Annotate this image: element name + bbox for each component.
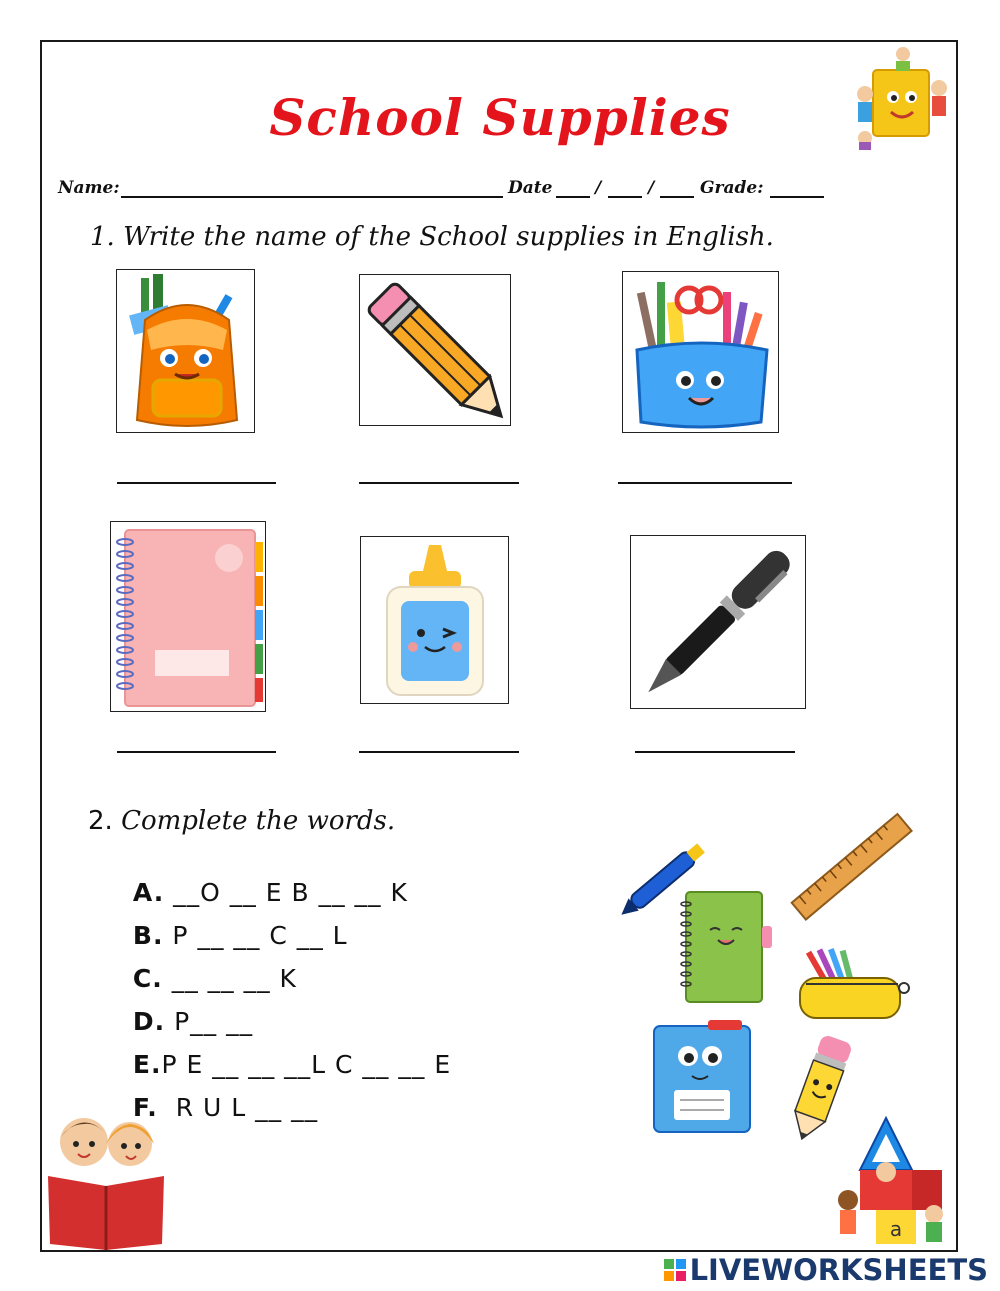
date-separator: / [648,178,655,198]
word-pattern: P__ __ [165,1007,254,1036]
image-box-notebook [110,521,266,712]
word-pattern: R U L __ __ [157,1093,319,1122]
date-day-field[interactable] [556,196,590,198]
pencil-case-icon [623,272,779,433]
item-letter: F. [132,1093,158,1122]
date-year-field[interactable] [660,196,694,198]
yellow-pencil-case-icon [794,944,914,1024]
item-letter: E. [132,1050,162,1079]
question-2-number: 2. [88,806,113,836]
image-box-pencil [359,274,511,426]
backpack-icon [117,270,255,433]
answer-line-2[interactable] [359,482,519,484]
svg-text:a: a [889,1217,903,1241]
date-separator: / [595,178,602,198]
question-1-title: 1. Write the name of the School supplies in English. [90,222,774,252]
pencil-icon [360,275,511,426]
question-2-text: Complete the words. [121,806,396,836]
image-box-backpack [116,269,255,433]
word-pattern: __O __ E B __ __ K [164,878,408,907]
kids-reading-icon [44,1104,170,1250]
image-box-pen [630,535,806,709]
ruler-icon [788,806,914,926]
name-field[interactable] [121,196,503,198]
student-info-row [58,176,838,206]
item-letter: A. [132,878,165,907]
date-month-field[interactable] [608,196,642,198]
image-box-glue [360,536,509,704]
answer-line-3[interactable] [618,482,792,484]
item-letter: D. [132,1007,166,1036]
blue-book-icon [648,1016,758,1136]
pen-icon [631,536,806,709]
grade-label: Grade: [700,178,764,198]
word-pattern: P __ __ C __ L [163,921,348,950]
alphabet-blocks-icon [830,1114,956,1248]
item-letter: B. [132,921,164,950]
glue-icon [361,537,509,704]
word-pattern: __ __ __ K [162,964,297,993]
brand-name: LIVEWORKSHEETS [689,1253,988,1287]
liveworksheets-logo [664,1252,988,1288]
item-letter: C. [132,964,163,993]
answer-line-5[interactable] [359,751,519,753]
answer-line-4[interactable] [117,751,276,753]
image-box-pencil-case [622,271,779,433]
answer-line-6[interactable] [635,751,795,753]
notebook-icon [111,522,266,712]
liveworksheets-logo-icon [664,1259,686,1281]
answer-line-1[interactable] [117,482,276,484]
name-label: Name: [58,178,120,198]
word-pattern: P E __ __ __L C __ __ E [161,1050,452,1079]
date-label: Date [508,178,553,198]
page-title: School Supplies [269,88,731,147]
question-2-title [88,806,395,836]
green-notebook-icon [678,886,778,1006]
grade-field[interactable] [770,196,824,198]
